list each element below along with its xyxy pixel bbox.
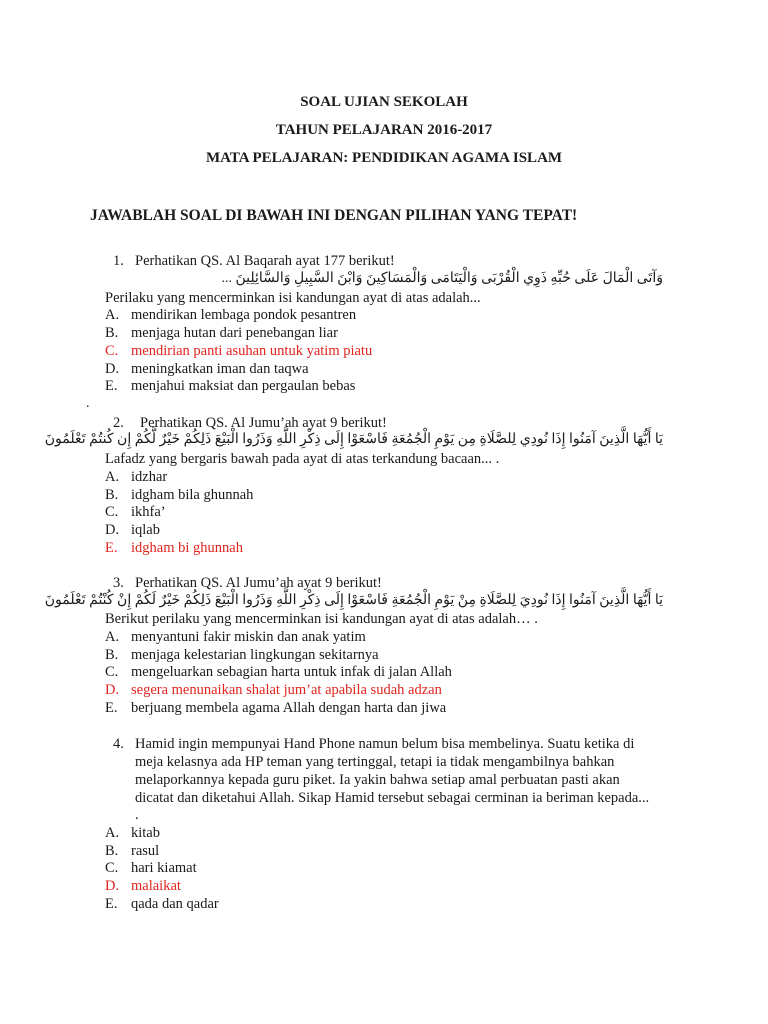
option-e[interactable] (105, 699, 446, 717)
option-letter: E. (105, 896, 118, 912)
option-letter: C. (105, 504, 119, 520)
question-text: Berikut perilaku yang mencerminkan isi kandungan ayat di atas adalah… . (105, 611, 538, 627)
option-text: mendirikan lembaga pondok pesantren (131, 307, 357, 323)
option-letter: A. (105, 307, 120, 323)
option-c[interactable] (105, 503, 166, 521)
option-letter: B. (105, 843, 119, 859)
option-text: menjahui maksiat dan pergaulan bebas (131, 378, 356, 394)
option-text: idgham bila ghunnah (131, 487, 254, 503)
option-letter: D. (105, 361, 120, 377)
option-letter: A. (105, 825, 120, 841)
option-a[interactable] (105, 824, 160, 842)
option-letter: A. (105, 469, 120, 485)
option-text: menjaga hutan dari penebangan liar (131, 325, 338, 341)
option-b[interactable] (105, 324, 338, 342)
option-letter: A. (105, 629, 120, 645)
option-a[interactable] (105, 628, 366, 646)
option-e[interactable] (105, 895, 219, 913)
option-text: berjuang membela agama Allah dengan harta dan jiwa (131, 700, 447, 716)
question-text-line-5: . (135, 807, 139, 823)
option-text: mendirian panti asuhan untuk yatim piatu (131, 343, 373, 359)
question-number: 1. (113, 253, 124, 269)
option-text: menjaga kelestarian lingkungan sekitarnya (131, 647, 379, 663)
option-text: rasul (131, 843, 160, 859)
question-prompt: Perhatikan QS. Al Jumu’ah ayat 9 berikut! (140, 415, 387, 431)
option-letter: D. (105, 682, 120, 698)
option-b[interactable] (105, 842, 159, 860)
option-letter: D. (105, 522, 120, 538)
question-text-line-2: meja kelasnya ada HP teman yang tertinggal, tetapi ia tidak mengambilnya bahkan (135, 754, 615, 770)
arabic-verse: وَآتَى الْمَالَ عَلَى حُبِّهِ ذَوِي الْقُرْبَى وَالْيَتَامَى وَالْمَسَاكِينَ وَابْنَ السَّبِيلِ وَالسَّائِلِينَ ... (221, 271, 663, 286)
option-b[interactable] (105, 486, 253, 504)
option-c-correct[interactable] (105, 342, 372, 360)
option-letter: B. (105, 487, 119, 503)
question-number: 4. (113, 736, 124, 752)
option-b[interactable] (105, 646, 379, 664)
option-letter: B. (105, 325, 119, 341)
option-a[interactable] (105, 306, 356, 324)
subject-title: MATA PELAJARAN: PENDIDIKAN AGAMA ISLAM (205, 150, 563, 166)
option-letter: D. (105, 878, 120, 894)
option-text: menyantuni fakir miskin dan anak yatim (131, 629, 366, 645)
option-e[interactable] (105, 377, 355, 395)
option-letter: C. (105, 664, 119, 680)
instruction: JAWABLAH SOAL DI BAWAH INI DENGAN PILIHAN YANG TEPAT! (90, 207, 578, 224)
question-number: 3. (113, 575, 124, 591)
option-d-correct[interactable] (105, 877, 181, 895)
question-number: 2. (113, 415, 124, 431)
option-letter: C. (105, 343, 119, 359)
option-text: iqlab (131, 522, 160, 538)
option-text: ikhfa’ (131, 504, 166, 520)
option-d[interactable] (105, 360, 309, 378)
option-text: mengeluarkan sebagian harta untuk infak di jalan Allah (131, 664, 452, 680)
exam-title: SOAL UJIAN SEKOLAH (300, 94, 468, 110)
question-text-line-1: Hamid ingin mempunyai Hand Phone namun belum bisa membelinya. Suatu ketika di (135, 736, 635, 752)
option-e-correct[interactable] (105, 539, 243, 557)
option-text: segera menunaikan shalat jum’at apabila sudah adzan (131, 682, 442, 698)
question-text-line-4: dicatat dan diketahui Allah. Sikap Hamid tersebut sebagai cerminan ia beriman kepada... (135, 790, 650, 806)
arabic-verse: يَا أَيُّهَا الَّذِينَ آمَنُوا إِذَا نُودِيَ لِلصَّلَاةِ مِنْ يَوْمِ الْجُمُعَةِ فَاسْعَوْا إِلَى ذِكْرِ اللَّهِ وَذَرُوا الْبَيْعَ ذَلِكُمْ خَيْرٌ لَكُمْ إِنْ كُنْتُمْ تَعْلَمُونَ (44, 593, 663, 608)
option-letter: C. (105, 860, 119, 876)
option-letter: B. (105, 647, 119, 663)
option-text: kitab (131, 825, 160, 841)
option-letter: E. (105, 540, 118, 556)
option-text: qada dan qadar (131, 896, 219, 912)
academic-year: TAHUN PELAJARAN 2016-2017 (275, 122, 493, 138)
option-c[interactable] (105, 859, 197, 877)
option-a[interactable] (105, 468, 167, 486)
question-prompt: Perhatikan QS. Al Jumu’ah ayat 9 berikut! (135, 575, 382, 591)
option-text: idgham bi ghunnah (131, 540, 243, 556)
question-text-line-3: melaporkannya kepada guru piket. Ia yakin bahwa setiap amal perbuatan pasti akan (135, 772, 620, 788)
option-c[interactable] (105, 663, 452, 681)
arabic-verse: يَا أَيُّهَا الَّذِينَ آمَنُوا إِذَا نُودِي لِلصَّلَاةِ مِن يَوْمِ الْجُمُعَةِ فَاسْعَوْا إِلَى ذِكْرِ اللَّهِ وَذَرُوا الْبَيْعَ ذَلِكُمْ خَيْرٌ لَّكُمْ إِن كُنتُمْ تَعْلَمُونَ (44, 432, 663, 447)
stray-dot: . (86, 396, 90, 411)
option-text: idzhar (131, 469, 168, 485)
question-text: Perilaku yang mencerminkan isi kandungan ayat di atas adalah... (105, 290, 481, 306)
option-d-correct[interactable] (105, 681, 442, 699)
option-text: meningkatkan iman dan taqwa (131, 361, 309, 377)
option-letter: E. (105, 700, 118, 716)
option-letter: E. (105, 378, 118, 394)
question-text: Lafadz yang bergaris bawah pada ayat di atas terkandung bacaan... . (105, 451, 500, 467)
option-text: hari kiamat (131, 860, 197, 876)
option-text: malaikat (131, 878, 181, 894)
option-d[interactable] (105, 521, 160, 539)
question-prompt: Perhatikan QS. Al Baqarah ayat 177 berikut! (135, 253, 395, 269)
